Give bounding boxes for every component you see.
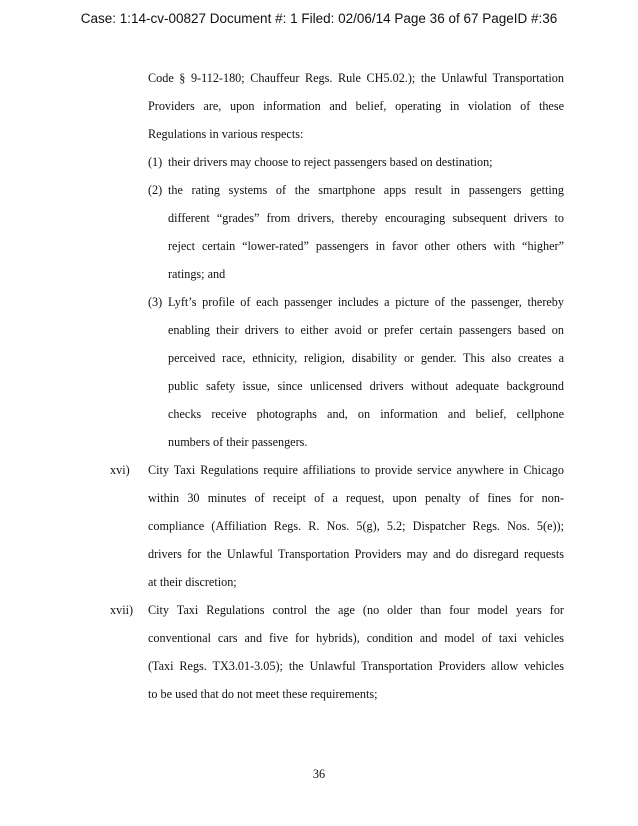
page-number: 36 bbox=[312, 767, 326, 781]
case-header: Case: 1:14-cv-00827 Document #: 1 Filed: 02/06/14 Page 36 of 67 PageID #:36 bbox=[80, 11, 558, 26]
item-line: within 30 minutes of receipt of a request, upon penalty of fines for non- bbox=[148, 491, 564, 505]
subitem-line: different “grades” from drivers, thereby encouraging subsequent drivers to bbox=[168, 211, 564, 225]
item-line: compliance (Affiliation Regs. R. Nos. 5(g), 5.2; Dispatcher Regs. Nos. 5(e)); bbox=[148, 519, 564, 533]
body-line: Regulations in various respects: bbox=[148, 127, 304, 141]
item-line: at their discretion; bbox=[148, 575, 237, 589]
subitem-number: (2) bbox=[148, 183, 163, 197]
item-line: drivers for the Unlawful Transportation Providers may and do disregard requests bbox=[148, 547, 564, 561]
subitem-line: reject certain “lower-rated” passengers in favor other others with “higher” bbox=[168, 239, 564, 253]
subitem-line: checks receive photographs and, on information and belief, cellphone bbox=[168, 407, 564, 421]
subitem-line: perceived race, ethnicity, religion, disability or gender. This also creates a bbox=[168, 351, 564, 365]
subitem-number: (3) bbox=[148, 295, 163, 309]
item-numeral: xvi) bbox=[110, 463, 130, 477]
item-line: (Taxi Regs. TX3.01-3.05); the Unlawful Transportation Providers allow vehicles bbox=[148, 659, 564, 673]
subitem-number: (1) bbox=[148, 155, 163, 169]
subitem-line: public safety issue, since unlicensed drivers without adequate background bbox=[168, 379, 564, 393]
item-line: City Taxi Regulations require affiliations to provide service anywhere in Chicago bbox=[148, 463, 564, 477]
item-line: City Taxi Regulations control the age (no older than four model years for bbox=[148, 603, 564, 617]
body-line: Code § 9-112-180; Chauffeur Regs. Rule CH5.02.); the Unlawful Transportation bbox=[148, 71, 564, 85]
body-line: Providers are, upon information and belief, operating in violation of these bbox=[148, 99, 564, 113]
item-numeral: xvii) bbox=[110, 603, 134, 617]
item-line: conventional cars and five for hybrids), condition and model of taxi vehicles bbox=[148, 631, 564, 645]
subitem-line: ratings; and bbox=[168, 267, 226, 281]
subitem-line: Lyft’s profile of each passenger includes a picture of the passenger, thereby bbox=[168, 295, 564, 309]
subitem-line: the rating systems of the smartphone apps result in passengers getting bbox=[168, 183, 564, 197]
subitem-line: their drivers may choose to reject passengers based on destination; bbox=[168, 155, 493, 169]
subitem-line: numbers of their passengers. bbox=[168, 435, 308, 449]
subitem-line: enabling their drivers to either avoid or prefer certain passengers based on bbox=[168, 323, 564, 337]
item-line: to be used that do not meet these requirements; bbox=[148, 687, 378, 701]
